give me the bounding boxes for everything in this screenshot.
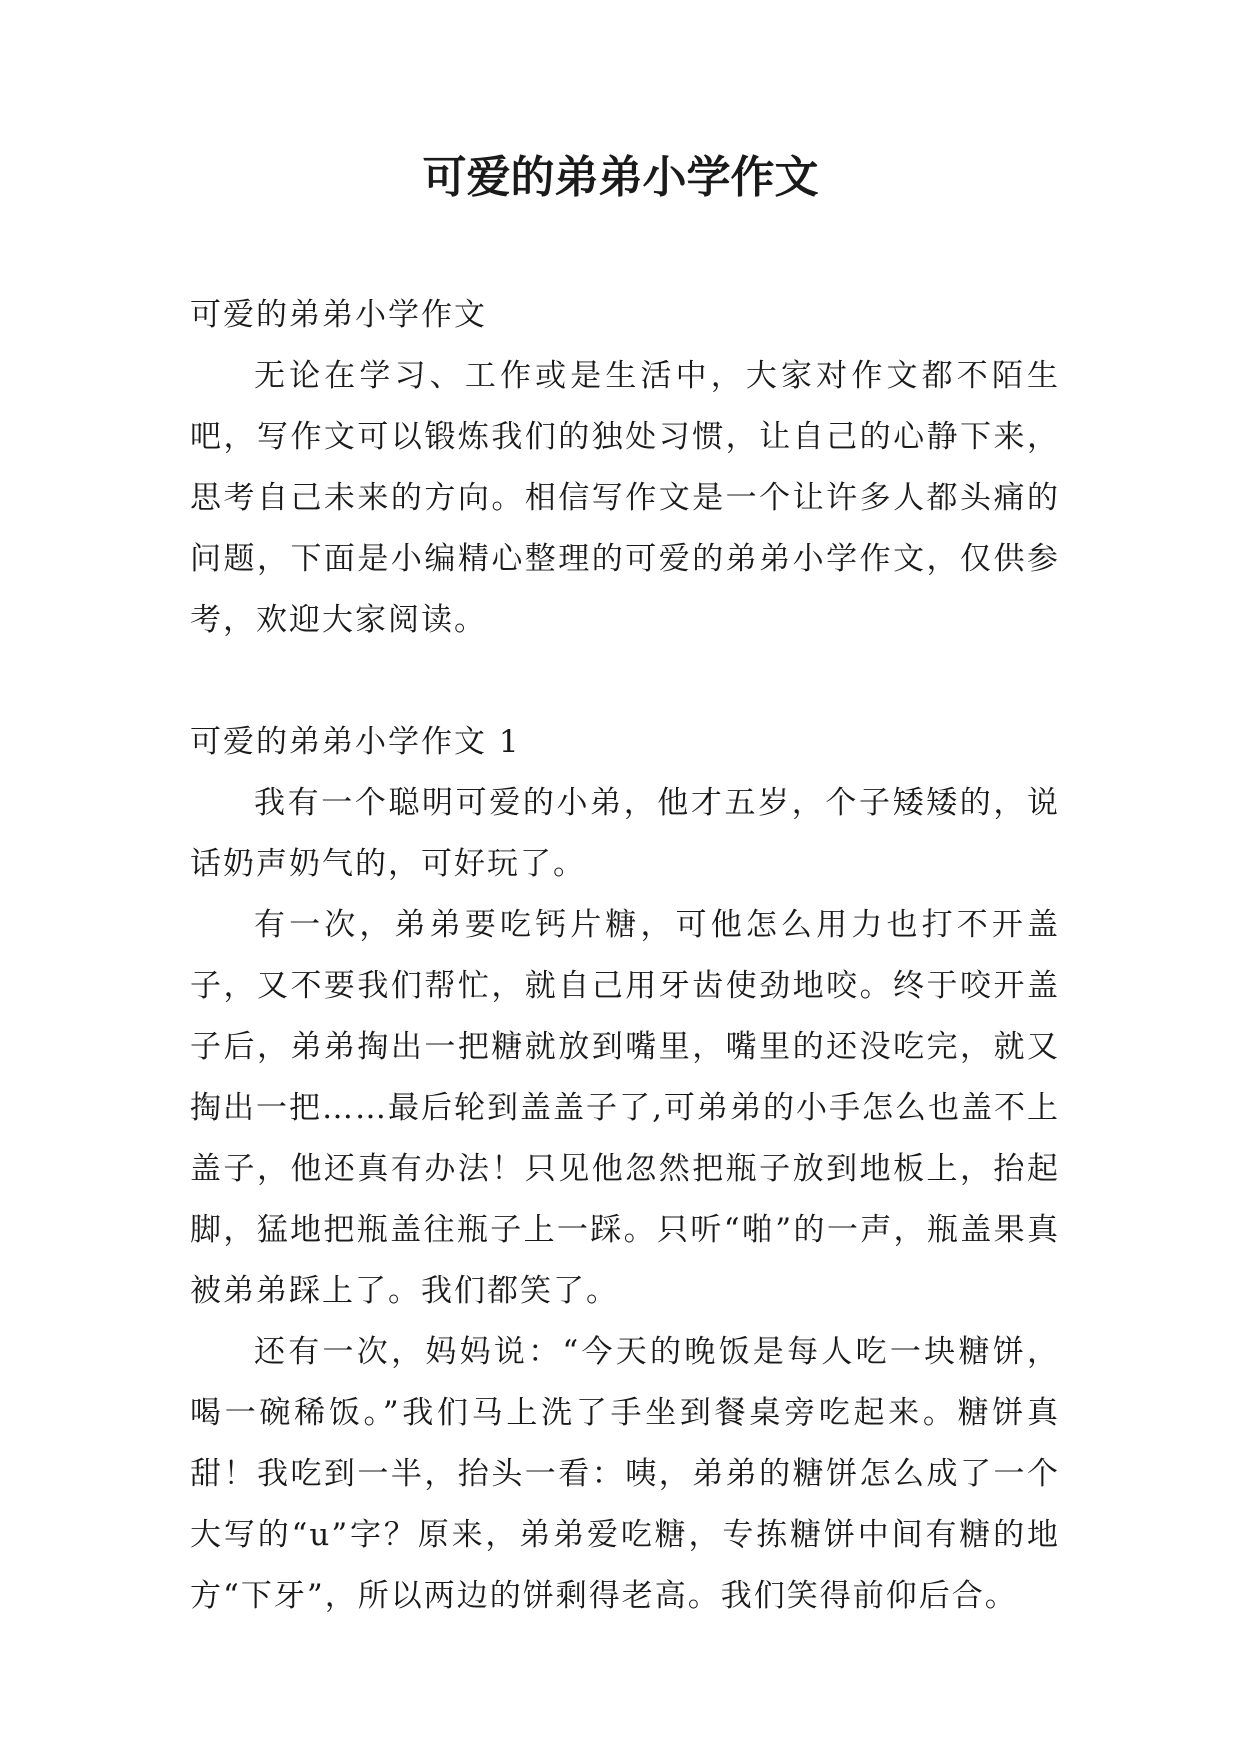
document-title: 可爱的弟弟小学作文 xyxy=(422,152,819,203)
body-paragraph: 我有一个聪明可爱的小弟，他才五岁，个子矮矮的，说话奶声奶气的，可好玩了。 xyxy=(190,785,1060,882)
paragraph-spacer xyxy=(190,651,1060,712)
document-subtitle: 可爱的弟弟小学作文 xyxy=(190,297,487,333)
section-heading: 可爱的弟弟小学作文 1 xyxy=(190,724,521,760)
document-body xyxy=(190,285,1060,1627)
body-paragraph: 还有一次，妈妈说：“今天的晚饭是每人吃一块糖饼，喝一碗稀饭。”我们马上洗了手坐到餐桌旁吃起来。糖饼真甜！我吃到一半，抬头一看：咦，弟弟的糖饼怎么成了一个大写的“u”字？原来，弟弟爱吃糖，专拣糖饼中间有糖的地方“下牙”，所以两边的饼剩得老高。我们笑得前仰后合。 xyxy=(190,1334,1060,1614)
intro-paragraph: 无论在学习、工作或是生活中，大家对作文都不陌生吧，写作文可以锻炼我们的独处习惯，让自己的心静下来，思考自己未来的方向。相信写作文是一个让许多人都头痛的问题，下面是小编精心整理的可爱的弟弟小学作文，仅供参考，欢迎大家阅读。 xyxy=(190,358,1060,638)
body-paragraph: 有一次，弟弟要吃钙片糖，可他怎么用力也打不开盖子，又不要我们帮忙，就自己用牙齿使劲地咬。终于咬开盖子后，弟弟掏出一把糖就放到嘴里，嘴里的还没吃完，就又掏出一把……最后轮到盖盖子了,可弟弟的小手怎么也盖不上盖子，他还真有办法！只见他忽然把瓶子放到地板上，抬起脚，猛地把瓶盖往瓶子上一踩。只听“啪”的一声，瓶盖果真被弟弟踩上了。我们都笑了。 xyxy=(190,907,1060,1309)
